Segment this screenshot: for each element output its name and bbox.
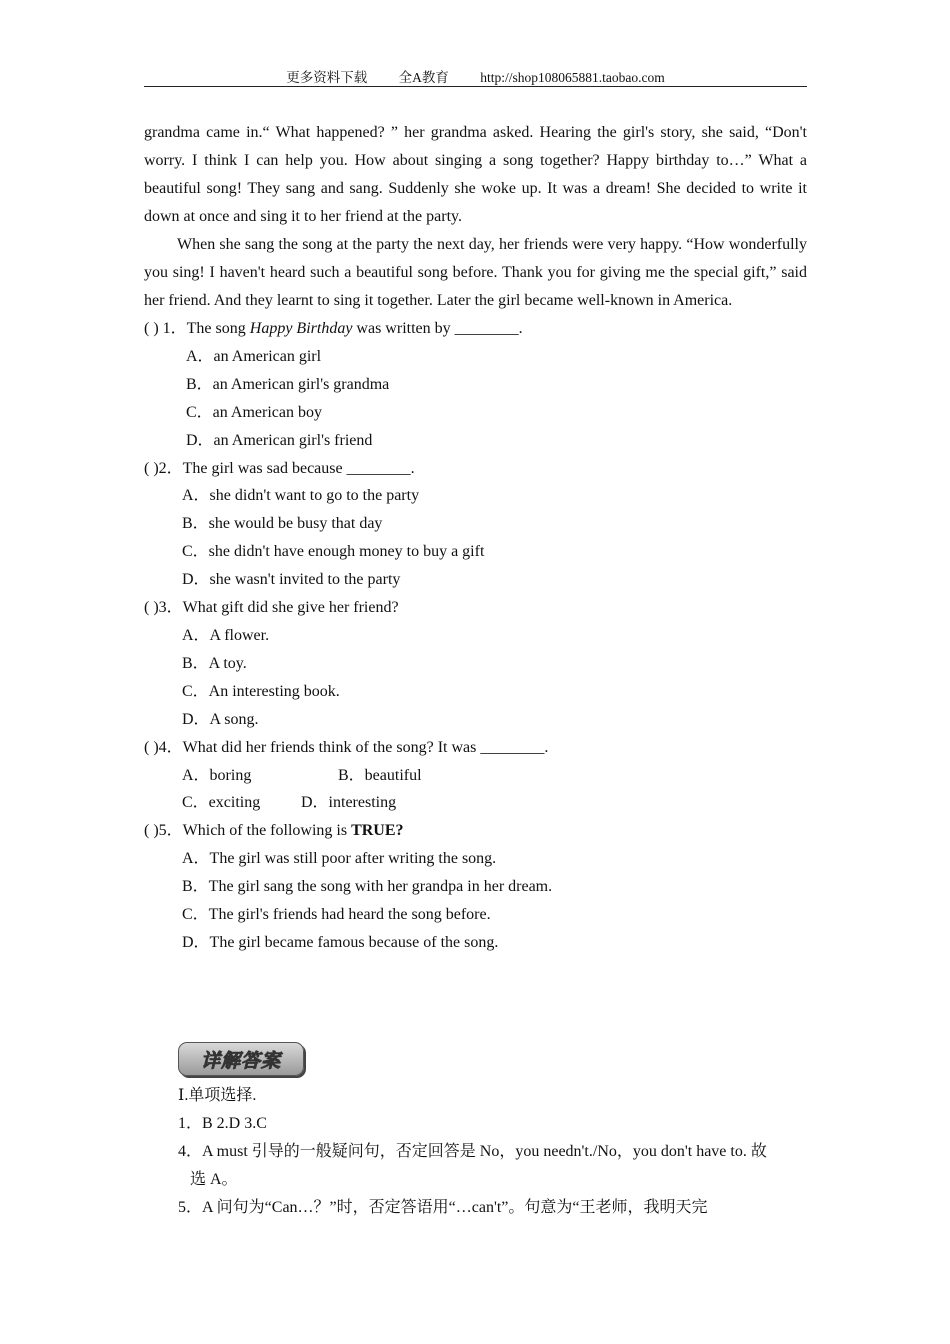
question-4-option-d: D．interesting (301, 794, 397, 812)
question-1-option-b: B．an American girl's grandma (186, 375, 390, 393)
answer-line-5: 5．A 问句为“Can…？”时，否定答语用“…can't”。句意为“王老师，我明天完 (178, 1199, 708, 1216)
question-2-option-d: D．she wasn't invited to the party (182, 571, 401, 589)
question-4-option-b: B．beautiful (338, 766, 422, 784)
reading-passage-section (144, 119, 807, 957)
header-download-text: 更多资料下载 (286, 70, 368, 85)
question-3-option-b: B．A toy. (182, 654, 247, 672)
question-1-option-c: C．an American boy (186, 403, 322, 421)
question-5-option-a: A．The girl was still poor after writing the song. (182, 850, 497, 868)
question-4: ( )4．What did her friends think of the song? It was ________. (144, 738, 549, 756)
question-3-option-d: D．A song. (182, 710, 259, 728)
question-4-options-row-2 (144, 789, 807, 817)
question-3-option-a: A．A flower. (182, 626, 270, 644)
passage-paragraph-2: When she sang the song at the party the next day, her friends were very happy. “How wonderfully you sing! I haven't heard such a beautiful song before. Thank you for giving me the special gift,” said her friend. And they learnt to sing it together. Later the girl became well-known in America. (144, 236, 807, 309)
question-4-option-c: C．exciting (182, 794, 261, 812)
question-5-option-c: C．The girl's friends had heard the song before. (182, 906, 491, 924)
question-4-option-a: A．boring (182, 766, 252, 784)
question-1: ( ) 1．The song Happy Birthday was written by ________. (144, 320, 523, 337)
question-2-option-b: B．she would be busy that day (182, 515, 383, 533)
question-1-option-d: D．an American girl's friend (186, 431, 373, 449)
answer-line-1-3: 1．B 2.D 3.C (178, 1115, 267, 1132)
question-5-option-b: B．The girl sang the song with her grandpa in her dream. (182, 878, 553, 896)
header-brand-text: 全A教育 (398, 70, 449, 85)
answer-section-heading: Ⅰ.单项选择. (178, 1087, 257, 1104)
answer-line-4-continued: 选 A。 (190, 1171, 238, 1188)
question-2: ( )2．The girl was sad because ________. (144, 459, 415, 477)
question-1-option-a: A．an American girl (186, 347, 322, 365)
answer-key-section (144, 1042, 807, 1222)
question-2-option-c: C．she didn't have enough money to buy a gift (182, 543, 485, 561)
page-header (144, 66, 807, 87)
answer-key-badge: 详解答案 (178, 1042, 304, 1076)
question-3-option-c: C．An interesting book. (182, 682, 340, 700)
passage-paragraph-1: grandma came in.“ What happened? ” her grandma asked. Hearing the girl's story, she said, “Don't worry. I think I can help you. How about singing a song together? Happy birthday to…” What a beautiful song! They sang and sang. Suddenly she woke up. It was a dream! She decided to write it down at once and sing it to her friend at the party. (144, 124, 807, 225)
question-2-option-a: A．she didn't want to go to the party (182, 487, 420, 505)
answer-line-4: 4．A must 引导的一般疑问句，否定回答是 No，you needn't./No，you don't have to. 故 (178, 1143, 767, 1160)
question-3: ( )3．What gift did she give her friend? (144, 599, 399, 617)
question-5-option-d: D．The girl became famous because of the song. (182, 933, 499, 951)
header-url[interactable]: http://shop108065881.taobao.com (480, 70, 665, 85)
question-4-options-row-1 (144, 762, 807, 790)
question-5: ( )5．Which of the following is TRUE? (144, 822, 404, 840)
